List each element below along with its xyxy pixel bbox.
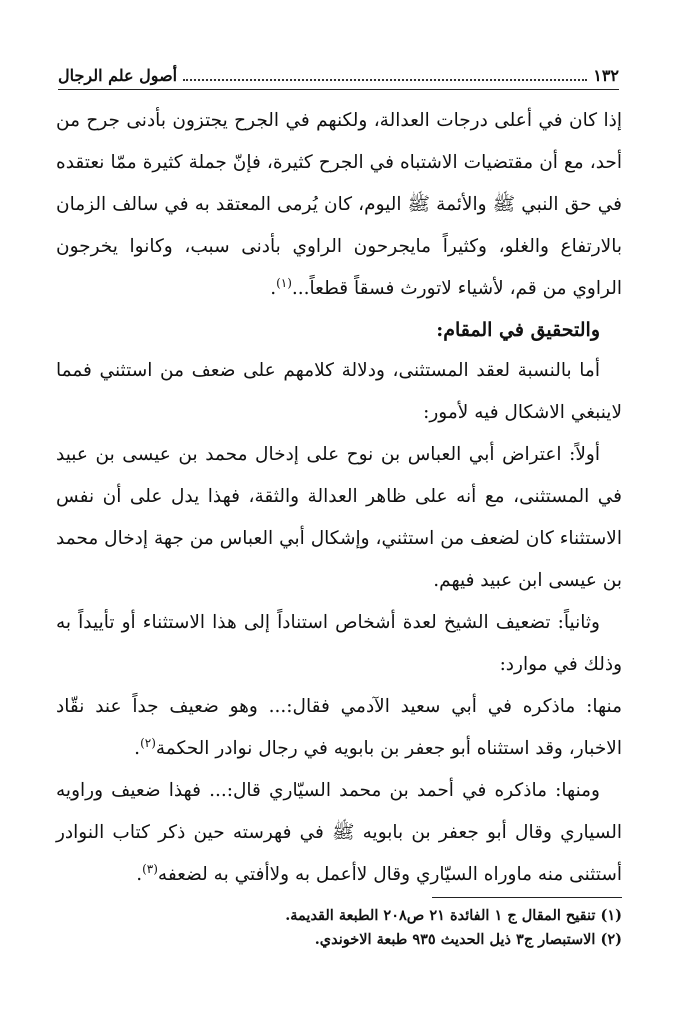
- header-leader-dots: [183, 78, 587, 81]
- footnote-1: (١) تنقيح المقال ج ١ الفائدة ٢١ ص٢٠٨ الطبعة القديمة.: [285, 907, 622, 924]
- section-heading: والتحقيق في المقام:: [436, 319, 600, 341]
- paragraph-6-text: ومنها: ماذكره في أحمد بن محمد السيّاري قال:... فهذا ضعيف وراويه السياري وقال أبو جعفر بن بابويه ﷺ في فهرسته حين ذكر كتاب النوادر أستثنى منه ماوراه السيّاري وقال لاأعمل به ولاأفتي به لضعفه: [56, 780, 622, 885]
- paragraph-1: إذا كان في أعلى درجات العدالة، ولكنهم في الجرح يجتزون بأدنى جرح من أحد، مع أن مقتضيات الاشتباه في الجرح كثيرة، فإنّ جملة كثيرة ممّا نعتقده في حق النبي ﷺ والأئمة ﷺ اليوم، كان يُرمى المعتقد به في سالف الزمان بالارتفاع والغلو، وكثيراً مايجرحون الراوي بأدنى سبب، وكانوا يخرجون الراوي من قم، لأشياء لاتورث فسقاً قطعاً...$^{(١)}$.: [56, 110, 622, 299]
- paragraph-2: أما بالنسبة لعقد المستثنى، ودلالة كلامهم على ضعف من استثني فمما لاينبغي الاشكال فيه لأمور:: [56, 360, 622, 423]
- book-title: أصول علم الرجال: [58, 66, 178, 85]
- paragraph-1-text: إذا كان في أعلى درجات العدالة، ولكنهم في الجرح يجتزون بأدنى جرح من أحد، مع أن مقتضيات الاشتباه في الجرح كثيرة، فإنّ جملة كثيرة ممّا نعتقده في حق النبي ﷺ والأئمة ﷺ اليوم، كان يُرمى المعتقد به في سالف الزمان بالارتفاع والغلو، وكثيراً مايجرحون الراوي بأدنى سبب، وكانوا يخرجون الراوي من قم، لأشياء لاتورث فسقاً قطعاً...: [56, 110, 622, 299]
- paragraph-6: ومنها: ماذكره في أحمد بن محمد السيّاري قال:... فهذا ضعيف وراويه السياري وقال أبو جعفر بن بابويه ﷺ في فهرسته حين ذكر كتاب النوادر أستثنى منه ماوراه السيّاري وقال لاأعمل به ولاأفتي به لضعفه$^{(٣)}$.: [56, 780, 622, 885]
- footnotes: [56, 904, 622, 952]
- page-number: ١٣٢: [593, 66, 619, 85]
- footnote-2: (٢) الاستبصار ج٣ ذيل الحديث ٩٣٥ طبعة الاخوندي.: [314, 931, 622, 948]
- main-text: [56, 100, 622, 896]
- footnote-ref-2: (٢): [140, 735, 156, 750]
- footnote-ref-3: (٣): [142, 861, 158, 876]
- footnote-ref-1: (١): [276, 275, 292, 290]
- paragraph-3: أولاً: اعتراض أبي العباس بن نوح على إدخال محمد بن عيسى بن عبيد في المستثنى، مع أنه على ظاهر العدالة والثقة، فهذا يدل على أن نفس الاستثناء كان لضعف من استثني، وإشكال أبي العباس من جهة إدخال محمد بن عيسى ابن عبيد فيهم.: [56, 444, 622, 591]
- paragraph-5-text: منها: ماذكره في أبي سعيد الآدمي فقال:... وهو ضعيف جداً عند نقّاد الاخبار، وقد استثناه أبو جعفر بن بابويه في رجال نوادر الحكمة: [56, 696, 622, 759]
- paragraph-4: وثانياً: تضعيف الشيخ لعدة أشخاص استناداً إلى هذا الاستثناء أو تأييداً به وذلك في موارد:: [56, 612, 622, 675]
- footnote-separator: [432, 897, 622, 898]
- running-header: [58, 56, 619, 90]
- paragraph-5: منها: ماذكره في أبي سعيد الآدمي فقال:... وهو ضعيف جداً عند نقّاد الاخبار، وقد استثناه أبو جعفر بن بابويه في رجال نوادر الحكمة$^{(٢)}$.: [56, 696, 622, 759]
